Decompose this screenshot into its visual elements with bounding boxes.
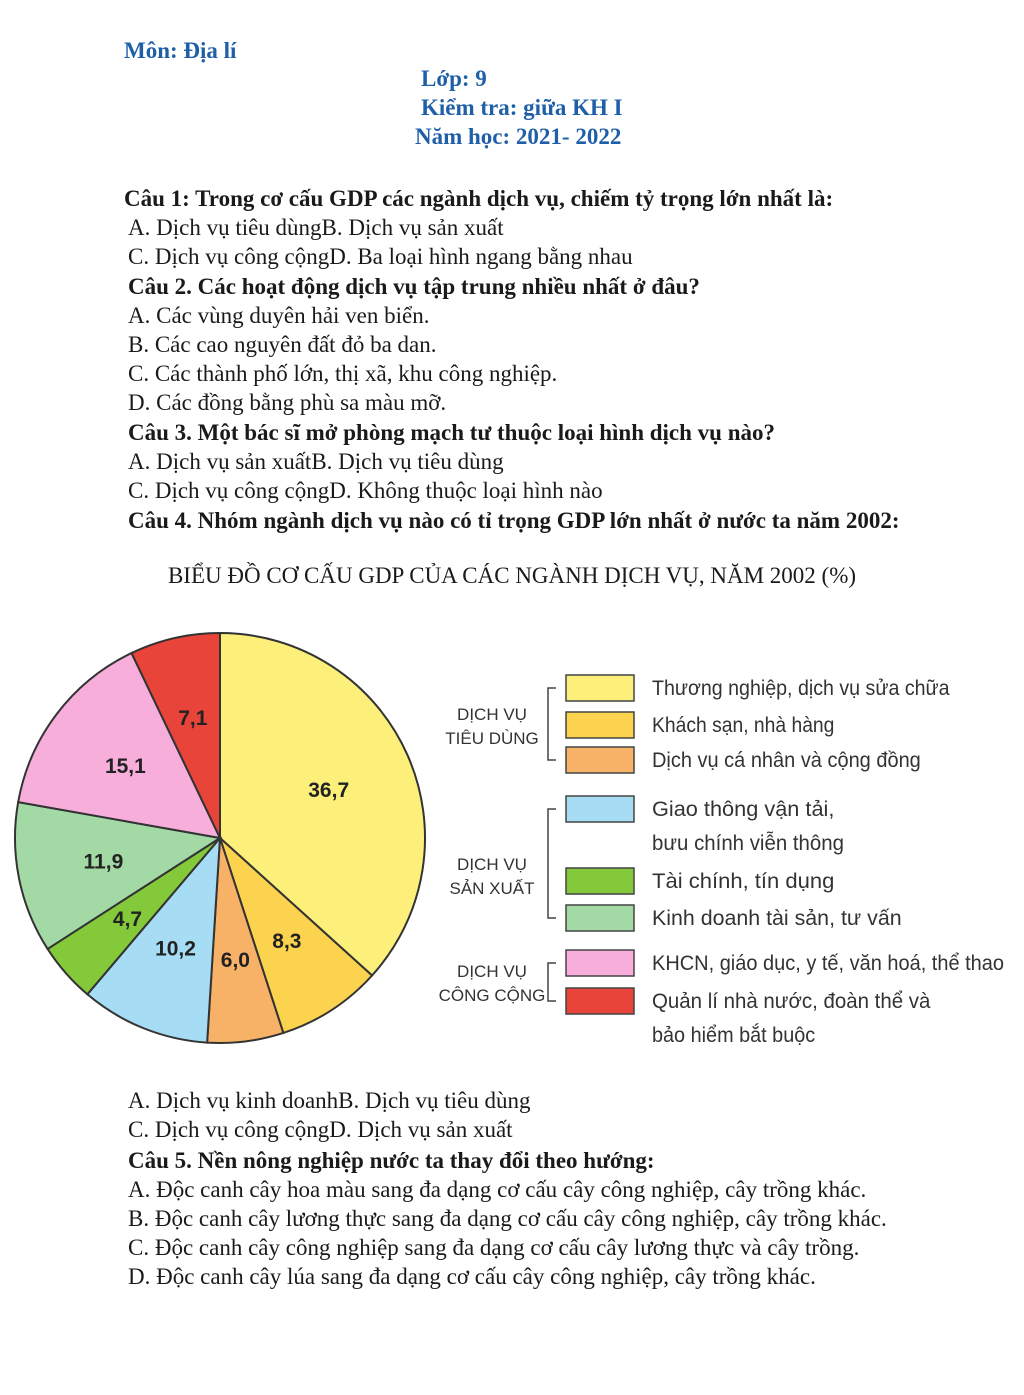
- question-3: [128, 418, 948, 505]
- question-5-option-d: D. Độc canh cây lúa sang đa dạng cơ cấu cây công nghiệp, cây trồng khác.: [128, 1264, 816, 1289]
- legend-item-label: Giao thông vận tải,: [652, 798, 835, 821]
- pie-slice-value-label: 4,7: [112, 908, 143, 932]
- legend-item-label: Quản lí nhà nước, đoàn thể và: [652, 990, 931, 1013]
- legend-item-label: Dịch vụ cá nhân và cộng đồng: [652, 749, 921, 772]
- pie-slice-value-label: 8,3: [272, 930, 302, 954]
- legend-swatch: [566, 950, 634, 976]
- legend-group-label: DỊCH VỤ: [457, 962, 527, 981]
- question-5-stem: Câu 5. Nền nông nghiệp nước ta thay đổi theo hướng:: [128, 1148, 655, 1173]
- legend-item-label: Thương nghiệp, dịch vụ sửa chữa: [652, 677, 950, 700]
- pie-slice-value-label: 7,1: [178, 707, 208, 730]
- question-1-options-cd: C. Dịch vụ công cộngD. Ba loại hình ngang bằng nhau: [128, 244, 633, 269]
- question-2-option-b: B. Các cao nguyên đất đỏ ba dan.: [128, 332, 437, 357]
- school-year-label: Năm học: 2021- 2022: [415, 124, 622, 149]
- pie-slice-value-label: 10,2: [155, 937, 196, 961]
- legend-group-bracket: [548, 688, 556, 760]
- question-3-options-cd: C. Dịch vụ công cộngD. Không thuộc loại hình nào: [128, 478, 603, 503]
- legend-item-label: Khách sạn, nhà hàng: [652, 714, 835, 737]
- question-5: [128, 1146, 942, 1291]
- chart-legend: [439, 675, 1004, 1047]
- legend-group-label: CÔNG CỘNG: [438, 986, 546, 1005]
- question-4: [128, 506, 948, 535]
- legend-group-label: TIÊU DÙNG: [445, 729, 539, 748]
- legend-group-label: DỊCH VỤ: [457, 855, 527, 874]
- question-2-option-c: C. Các thành phố lớn, thị xã, khu công nghiệp.: [128, 361, 558, 386]
- pie-slice-value-label: 36,7: [308, 778, 350, 802]
- question-5-option-b: B. Độc canh cây lương thực sang đa dạng cơ cấu cây công nghiệp, cây trồng khác.: [128, 1206, 887, 1231]
- question-4-options: [128, 1086, 948, 1144]
- question-2: [128, 272, 948, 417]
- question-5-option-a: A. Độc canh cây hoa màu sang đa dạng cơ cấu cây công nghiệp, cây trồng khác.: [128, 1177, 867, 1202]
- legend-group-label: DỊCH VỤ: [457, 705, 527, 724]
- question-3-options-ab: A. Dịch vụ sản xuấtB. Dịch vụ tiêu dùng: [128, 449, 504, 474]
- legend-swatch: [566, 868, 634, 894]
- service-gdp-pie-chart: [0, 620, 1024, 1060]
- legend-swatch: [566, 905, 634, 931]
- question-3-stem: Câu 3. Một bác sĩ mở phòng mạch tư thuộc loại hình dịch vụ nào?: [128, 420, 776, 445]
- question-1-stem: Câu 1: Trong cơ cấu GDP các ngành dịch vụ, chiếm tỷ trọng lớn nhất là:: [124, 186, 834, 211]
- legend-swatch: [566, 712, 634, 738]
- question-4-stem: Câu 4. Nhóm ngành dịch vụ nào có tỉ trọng GDP lớn nhất ở nước ta năm 2002:: [128, 508, 900, 533]
- legend-group-bracket: [548, 963, 556, 1001]
- legend-swatch: [566, 747, 634, 773]
- legend-item-label: bảo hiểm bắt buộc: [652, 1024, 816, 1047]
- legend-item-label: bưu chính viễn thông: [652, 832, 844, 855]
- legend-group-label: SẢN XUẤT: [449, 879, 535, 898]
- question-1-options-ab: A. Dịch vụ tiêu dùngB. Dịch vụ sản xuất: [128, 215, 504, 240]
- legend-swatch: [566, 988, 634, 1014]
- question-5-option-c: C. Độc canh cây công nghiệp sang đa dạng cơ cấu cây lương thực và cây trồng.: [128, 1235, 860, 1260]
- subject-label: Môn: Địa lí: [124, 38, 237, 63]
- grade-label: Lớp: 9: [421, 66, 487, 91]
- legend-swatch: [566, 796, 634, 822]
- legend-item-label: Tài chính, tín dụng: [652, 870, 835, 893]
- pie-slice-value-label: 15,1: [104, 755, 146, 778]
- exam-label: Kiểm tra: giữa KH I: [421, 95, 623, 120]
- pie-slice-value-label: 11,9: [83, 850, 124, 874]
- question-1: [124, 184, 948, 271]
- legend-swatch: [566, 675, 634, 701]
- legend-item-label: Kinh doanh tài sản, tư vấn: [652, 907, 902, 930]
- question-2-option-d: D. Các đồng bằng phù sa màu mỡ.: [128, 390, 447, 415]
- legend-group-bracket: [548, 809, 556, 918]
- legend-item-label: KHCN, giáo dục, y tế, văn hoá, thể thao: [652, 952, 1004, 975]
- chart-title: BIỂU ĐỒ CƠ CẤU GDP CỦA CÁC NGÀNH DỊCH VỤ, NĂM 2002 (%): [167, 563, 857, 588]
- pie-slice-value-label: 6,0: [220, 949, 251, 972]
- question-4-options-cd: C. Dịch vụ công cộngD. Dịch vụ sản xuất: [128, 1117, 513, 1142]
- question-2-stem: Câu 2. Các hoạt động dịch vụ tập trung nhiều nhất ở đâu?: [128, 274, 700, 299]
- pie-slices: [15, 633, 425, 1043]
- question-2-option-a: A. Các vùng duyên hải ven biển.: [128, 303, 430, 328]
- question-4-options-ab: A. Dịch vụ kinh doanhB. Dịch vụ tiêu dùng: [128, 1088, 531, 1113]
